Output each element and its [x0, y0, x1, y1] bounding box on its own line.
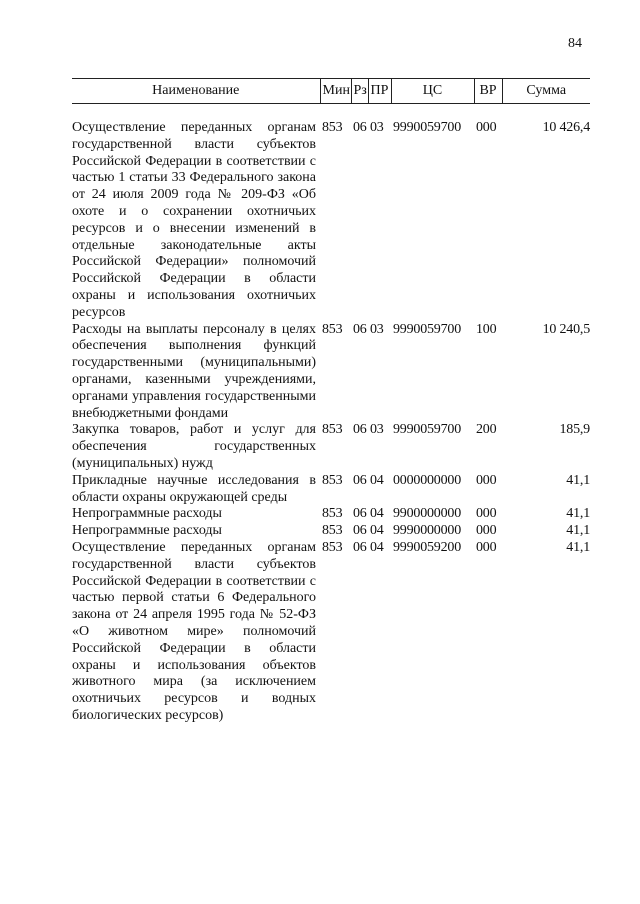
- table-row: [72, 473, 590, 507]
- header-rz: Рз: [351, 79, 368, 104]
- table-row: [72, 422, 590, 472]
- row-cs: 0000000000: [393, 472, 462, 488]
- row-cs: 9990059700: [393, 422, 462, 438]
- row-sum: 41,1: [566, 472, 590, 488]
- header-pr: ПР: [368, 79, 391, 104]
- row-sum: 41,1: [566, 539, 590, 555]
- row-sum: 41,1: [566, 506, 590, 522]
- row-cs: 9990059700: [393, 120, 462, 135]
- header-cs: ЦС: [391, 79, 474, 104]
- row-cs: 9990000000: [393, 523, 462, 539]
- row-rz: 06: [353, 321, 367, 337]
- row-name: Осуществление переданных органам государственной власти субъектов Российской Федерации в соответствии с частью 1 статьи 33 Федерального закона от 24 июля 2009 года № 209-ФЗ «Об охоте и о сохранении охотничьих ресурсов и о внесении изменений в отдельные законодательные акты Российской Федерации» полномочий Российской Федерации в области охраны и использования охотничьих ресурсов: [72, 120, 316, 320]
- row-name: Прикладные научные исследования в области охраны окружающей среды: [72, 472, 316, 505]
- row-pr: 03: [370, 321, 384, 337]
- row-name: Закупка товаров, работ и услуг для обеспечения государственных (муниципальных) нужд: [72, 422, 316, 471]
- row-cs: 9990059200: [393, 539, 462, 555]
- row-rz: 06: [353, 422, 367, 438]
- row-rz: 06: [353, 472, 367, 488]
- row-min: 853: [322, 472, 343, 488]
- row-pr: 03: [370, 422, 384, 438]
- row-min: 853: [322, 321, 343, 337]
- row-vr: 000: [476, 506, 497, 522]
- table-row: [72, 104, 590, 322]
- row-pr: 04: [370, 539, 384, 555]
- row-pr: 04: [370, 523, 384, 539]
- header-vr: ВР: [474, 79, 502, 104]
- row-pr: 04: [370, 472, 384, 488]
- table-row: [72, 506, 590, 523]
- row-vr: 200: [476, 422, 497, 438]
- row-rz: 06: [353, 539, 367, 555]
- row-vr: 000: [476, 472, 497, 488]
- row-min: 853: [322, 506, 343, 522]
- row-rz: 06: [353, 523, 367, 539]
- table-row: [72, 523, 590, 540]
- row-cs: 9990059700: [393, 321, 462, 337]
- header-sum: Сумма: [502, 79, 590, 104]
- row-vr: 100: [476, 321, 497, 337]
- row-rz: 06: [353, 506, 367, 522]
- row-vr: 000: [476, 539, 497, 555]
- header-min: Мин: [320, 79, 351, 104]
- row-name: Непрограммные расходы: [72, 523, 222, 539]
- row-sum: 185,9: [559, 422, 590, 438]
- row-pr: 03: [370, 120, 384, 135]
- table-header-row: [72, 79, 590, 104]
- table-row: [72, 540, 590, 725]
- page-number: 84: [568, 36, 582, 51]
- row-min: 853: [322, 539, 343, 555]
- row-name: Непрограммные расходы: [72, 506, 222, 522]
- row-cs: 9900000000: [393, 506, 462, 522]
- row-sum: 41,1: [566, 523, 590, 539]
- row-min: 853: [322, 422, 343, 438]
- table-row: [72, 322, 590, 423]
- row-name: Расходы на выплаты персоналу в целях обеспечения выполнения функций государственными (муниципальными) органами, казенными учреждениями, органами управления государственными внебюджетными фондами: [72, 321, 316, 421]
- row-vr: 000: [476, 120, 497, 135]
- row-sum: 10 240,5: [542, 321, 590, 337]
- row-min: 853: [322, 523, 343, 539]
- budget-table: [72, 78, 590, 725]
- row-vr: 000: [476, 523, 497, 539]
- row-sum: 10 426,4: [542, 120, 590, 135]
- header-name: Наименование: [72, 79, 320, 104]
- row-pr: 04: [370, 506, 384, 522]
- row-min: 853: [322, 120, 343, 135]
- row-name: Осуществление переданных органам государственной власти субъектов Российской Федерации в соответствии с частью первой статьи 6 Федерального закона от 24 апреля 1995 года № 52-ФЗ «О животном мире» полномочий Российской Федерации в области охраны и использования объектов животного мира (за исключением охотничьих ресурсов и водных биологических ресурсов): [72, 539, 316, 723]
- row-rz: 06: [353, 120, 367, 135]
